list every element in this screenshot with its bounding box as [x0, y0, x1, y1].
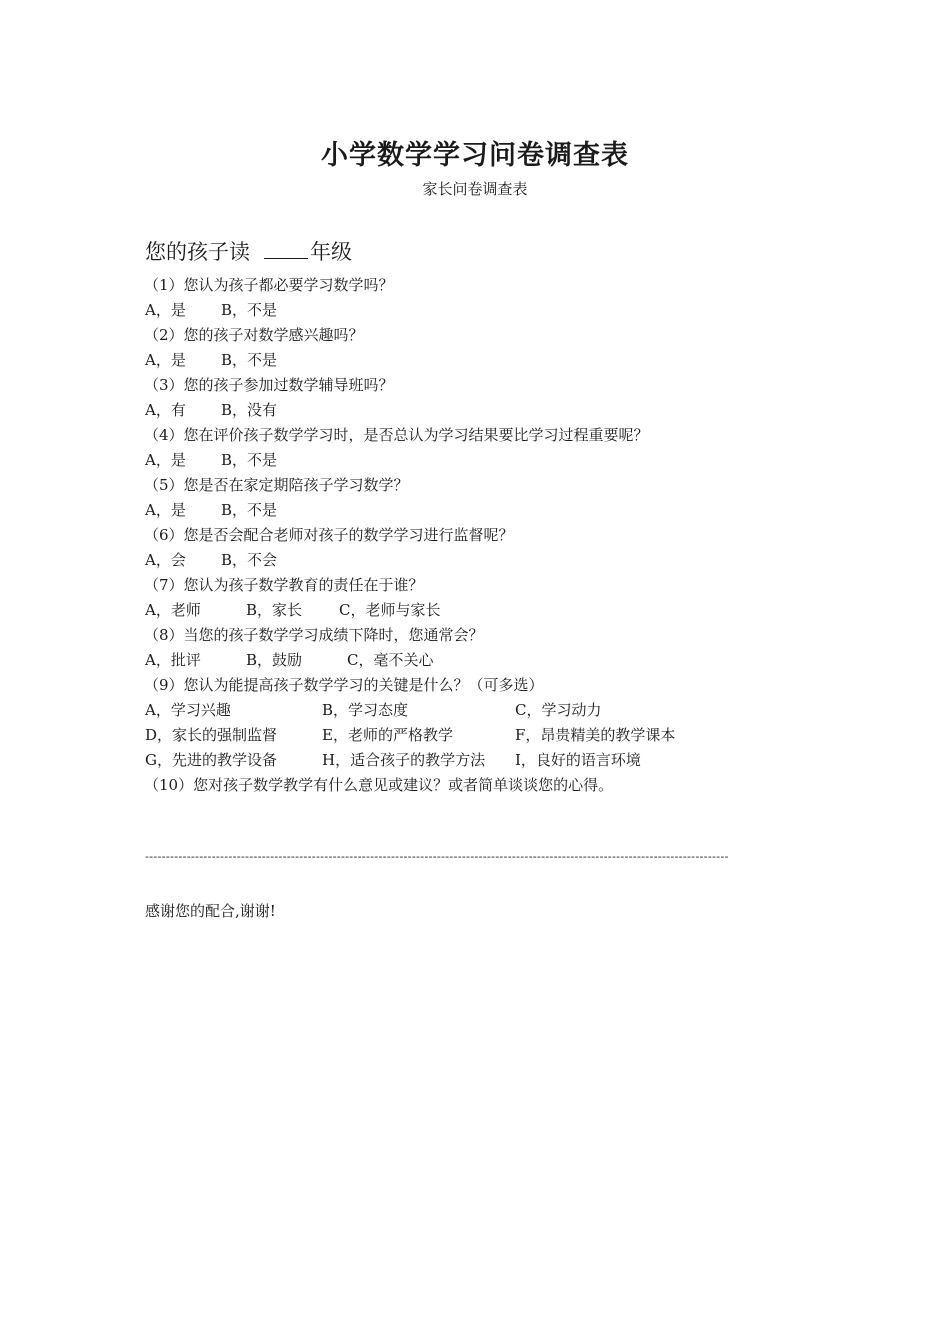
options-9-row-2 — [145, 723, 785, 748]
option-7b[interactable]: B，家长 — [246, 601, 303, 619]
grade-blank[interactable] — [264, 240, 308, 259]
options-4 — [145, 448, 785, 473]
document-title: 小学数学学习问卷调查表 — [321, 140, 629, 171]
question-6: （6）您是否会配合老师对孩子的数学学习进行监督呢？ — [144, 526, 514, 544]
option-9c[interactable]: C，学习动力 — [515, 701, 602, 719]
option-3a[interactable]: A，有 — [145, 401, 186, 419]
thanks-note: 感谢您的配合,谢谢! — [145, 902, 276, 920]
grade-suffix: 年级 — [310, 240, 352, 264]
option-1a[interactable]: A，是 — [145, 301, 186, 319]
question-7: （7）您认为孩子数学教育的责任在于谁？ — [144, 576, 424, 594]
question-4: （4）您在评价孩子数学学习时，是否总认为学习结果要比学习过程重要呢？ — [144, 426, 649, 444]
question-8: （8）当您的孩子数学学习成绩下降时，您通常会？ — [144, 626, 484, 644]
question-9: （9）您认为能提高孩子数学学习的关键是什么？（可多选） — [144, 676, 544, 694]
question-3: （3）您的孩子参加过数学辅导班吗？ — [144, 376, 394, 394]
option-9f[interactable]: F，昂贵精美的教学课本 — [515, 726, 676, 744]
option-2b[interactable]: B，不是 — [221, 351, 278, 369]
grade-line — [145, 236, 352, 266]
option-4a[interactable]: A，是 — [145, 451, 186, 469]
option-4b[interactable]: B，不是 — [221, 451, 278, 469]
question-list — [145, 273, 785, 798]
option-9g[interactable]: G，先进的教学设备 — [145, 751, 277, 769]
option-8b[interactable]: B，鼓励 — [246, 651, 303, 669]
option-6b[interactable]: B，不会 — [221, 551, 278, 569]
options-6 — [145, 548, 785, 573]
divider-line: -------------------------------------------------------------------------------------------------------------------------------------------- — [145, 850, 729, 863]
option-8c[interactable]: C，毫不关心 — [347, 651, 434, 669]
option-9h[interactable]: H，适合孩子的教学方法 — [322, 751, 486, 769]
option-9d[interactable]: D，家长的强制监督 — [145, 726, 278, 744]
options-7 — [145, 598, 785, 623]
option-7a[interactable]: A，老师 — [145, 601, 201, 619]
option-9a[interactable]: A，学习兴趣 — [145, 701, 231, 719]
option-9b[interactable]: B，学习态度 — [322, 701, 409, 719]
question-5: （5）您是否在家定期陪孩子学习数学？ — [144, 476, 409, 494]
options-2 — [145, 348, 785, 373]
options-9-row-3 — [145, 748, 785, 773]
option-1b[interactable]: B，不是 — [221, 301, 278, 319]
question-1: （1）您认为孩子都必要学习数学吗？ — [144, 276, 394, 294]
grade-prefix: 您的孩子读 — [145, 240, 250, 264]
options-9-row-1 — [145, 698, 785, 723]
question-10: （10）您对孩子数学教学有什么意见或建议？或者简单谈谈您的心得。 — [144, 776, 614, 794]
option-8a[interactable]: A，批评 — [145, 651, 201, 669]
option-5a[interactable]: A，是 — [145, 501, 186, 519]
options-5 — [145, 498, 785, 523]
option-9i[interactable]: I，良好的语言环境 — [515, 751, 641, 769]
option-6a[interactable]: A，会 — [145, 551, 186, 569]
option-9e[interactable]: E，老师的严格教学 — [322, 726, 453, 744]
options-1 — [145, 298, 785, 323]
option-7c[interactable]: C，老师与家长 — [339, 601, 441, 619]
option-5b[interactable]: B，不是 — [221, 501, 278, 519]
document-subtitle: 家长问卷调查表 — [422, 180, 528, 198]
question-2: （2）您的孩子对数学感兴趣吗？ — [144, 326, 364, 344]
options-3 — [145, 398, 785, 423]
options-8 — [145, 648, 785, 673]
option-2a[interactable]: A，是 — [145, 351, 186, 369]
option-3b[interactable]: B，没有 — [221, 401, 278, 419]
